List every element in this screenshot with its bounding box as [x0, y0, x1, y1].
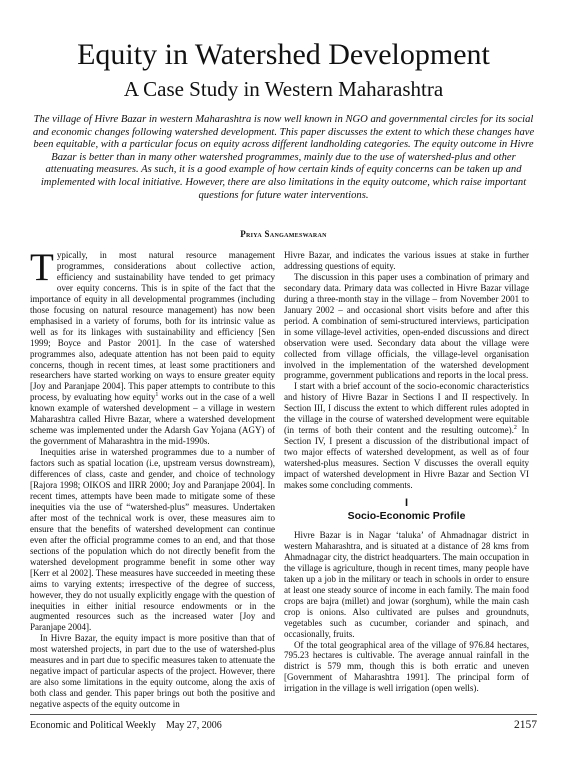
paragraph: Hivre Bazar, and indicates the various issues at stake in further addressing questions of equity.: [284, 250, 529, 271]
author-name: Priya Sangameswaran: [240, 229, 327, 239]
section-number: I: [404, 496, 409, 509]
paragraph: In Hivre Bazar, the equity impact is more positive than that of most watershed projects, in part due to the use of watershed-plus measures and in part due to specific measures taken to attenuate the negative impact of particular aspects of the project. However, there are also some limitations in the equity outcome, along the axis of both class and gender. This paper brings out both the positive and negative aspects of the equity outcome in: [30, 633, 275, 710]
footer-divider: [30, 714, 537, 715]
paragraph: Of the total geographical area of the village of 976.84 hectares, 795.23 hectares is cultivable. The average annual rainfall in the district is 579 mm, though this is both erratic and uneven [Government of Maharashtra 1991]. The principal form of irrigation in the village is well irrigation (open wells).: [284, 639, 529, 694]
section-title: Socio-Economic Profile: [347, 509, 466, 522]
paragraph: Typically, in most natural resource management programmes, considerations about collective action, efficiency and sustainability have tended to get primacy over equity concerns. This is in spite of the fact that the importance of equity in all developmental programmes (including those focusing on natural resource management) has now been emphasised in a variety of forums, both for its intrinsic value as well as for its linkages with sustainability and efficiency [Sen 1999; Boyce and Pastor 2001]. In the case of watershed programmes also, adequate attention has not been paid to equity concerns, though in recent times, at least some practitioners and researchers have started working on ways to ensure greater equity [Joy and Paranjape 2004]. This paper attempts to contribute to this process, by evaluating how equity$^1$ works out in the case of a well known example of watershed development – a village in western Maharashtra called Hivre Bazar, where a watershed development scheme was implemented under the Adarsh Gav Yojana (AGY) of the government of Maharashtra in the mid-1990s.: [30, 246, 275, 447]
article-subtitle: A Case Study in Western Maharashtra: [123, 77, 444, 101]
page-number: 2157: [514, 719, 537, 731]
footnote-ref: 2: [513, 425, 517, 432]
right-column: [284, 250, 529, 694]
footnote-ref: 1: [155, 392, 159, 399]
paragraph: Inequities arise in watershed programmes due to a number of factors such as spatial location (i.e, upstream versus downstream), differences of class, caste and gender, and choice of technology [Rajora 1998; OIKOS and IIRR 2000; Joy and Paranjape 2004]. In recent times, attempts have been made to mitigate some of these inequities via the use of “watershed-plus” measures. Undertaken after most of the technical work is over, these measures aim to ensure that the benefits of watershed development can continue even after the official programme comes to an end, and that those sections of the population which do not directly benefit from the watershed development programme benefit in some other way [Kerr et al 2002]. These measures have succeeded in meeting these aims to varying extents; irrespective of the degree of success, however, they do not usually explicitly engage with the question of inequities in either initial resource endowments or in the augmented resources such as the increased water [Joy and Paranjape 2004].: [30, 447, 275, 633]
paragraph: I start with a brief account of the socio-economic characteristics and history of Hivre Bazar in Sections I and II respectively. In Section III, I discuss the extent to which different rules adopted in the village in the course of watershed development were equitable (in terms of both their content and the resulting outcome).$^2$ In Section IV, I present a discussion of the distributional impact of two major effects of watershed development, as well as of four watershed-plus measures. Section V discusses the overall equity impact of watershed development in Hivre Bazar and Section VI makes some concluding comments.: [284, 381, 529, 491]
paragraph: The discussion in this paper uses a combination of primary and secondary data. Primary data was collected in Hivre Bazar village during a three-month stay in the village – from November 2001 to January 2002 – and occasional short visits before and after this period. A combination of semi-structured interviews, participation in some village-level activities, open-ended discussions and direct observation were used. Secondary data about the village were collected from village officials, the village-level organisation involved in the implementation of the watershed development programme, government publications and reports in the local press.: [284, 271, 529, 381]
issue-date: May 27, 2006: [165, 720, 222, 731]
paragraph: Hivre Bazar is in Nagar ‘taluka’ of Ahmadnagar district in western Maharashtra, and is situated at a distance of 28 kms from Ahmadnagar city, the district headquarters. The main occupation in the village is agriculture, though in recent times, many people have taken up a job in the military or teach in schools in order to ensure at least one steady source of income in each family. The main food crops are bajra (millet) and jowar (sorghum), while the main cash crop is onions. Also cultivated are pulses and groundnuts, vegetables such as cucumber, coriander and spinach, and occasionally, fruits.: [284, 529, 529, 639]
author-byline: [0, 229, 567, 239]
footer-journal: [30, 720, 222, 731]
left-column: [30, 246, 275, 710]
section-heading: [284, 497, 529, 523]
drop-cap: T: [30, 246, 54, 289]
article-title: Equity in Watershed Development: [77, 38, 490, 71]
journal-name: Economic and Political Weekly: [30, 720, 156, 731]
abstract: The village of Hivre Bazar in western Maharashtra is now well known in NGO and governmental circles for its social and economic changes following watershed development. This paper discusses the extent to which these changes have been equitable, with a particular focus on equity across different landholding categories. The equity outcome in Hivre Bazar is better than in many other watershed programmes, mainly due to the use of watershed-plus and other attenuating measures. As such, it is a good example of how certain kinds of equity concerns can be taken up and implemented with local initiative. However, there are also limitations in the equity outcome, which raise important questions for future water interventions.: [32, 114, 535, 201]
